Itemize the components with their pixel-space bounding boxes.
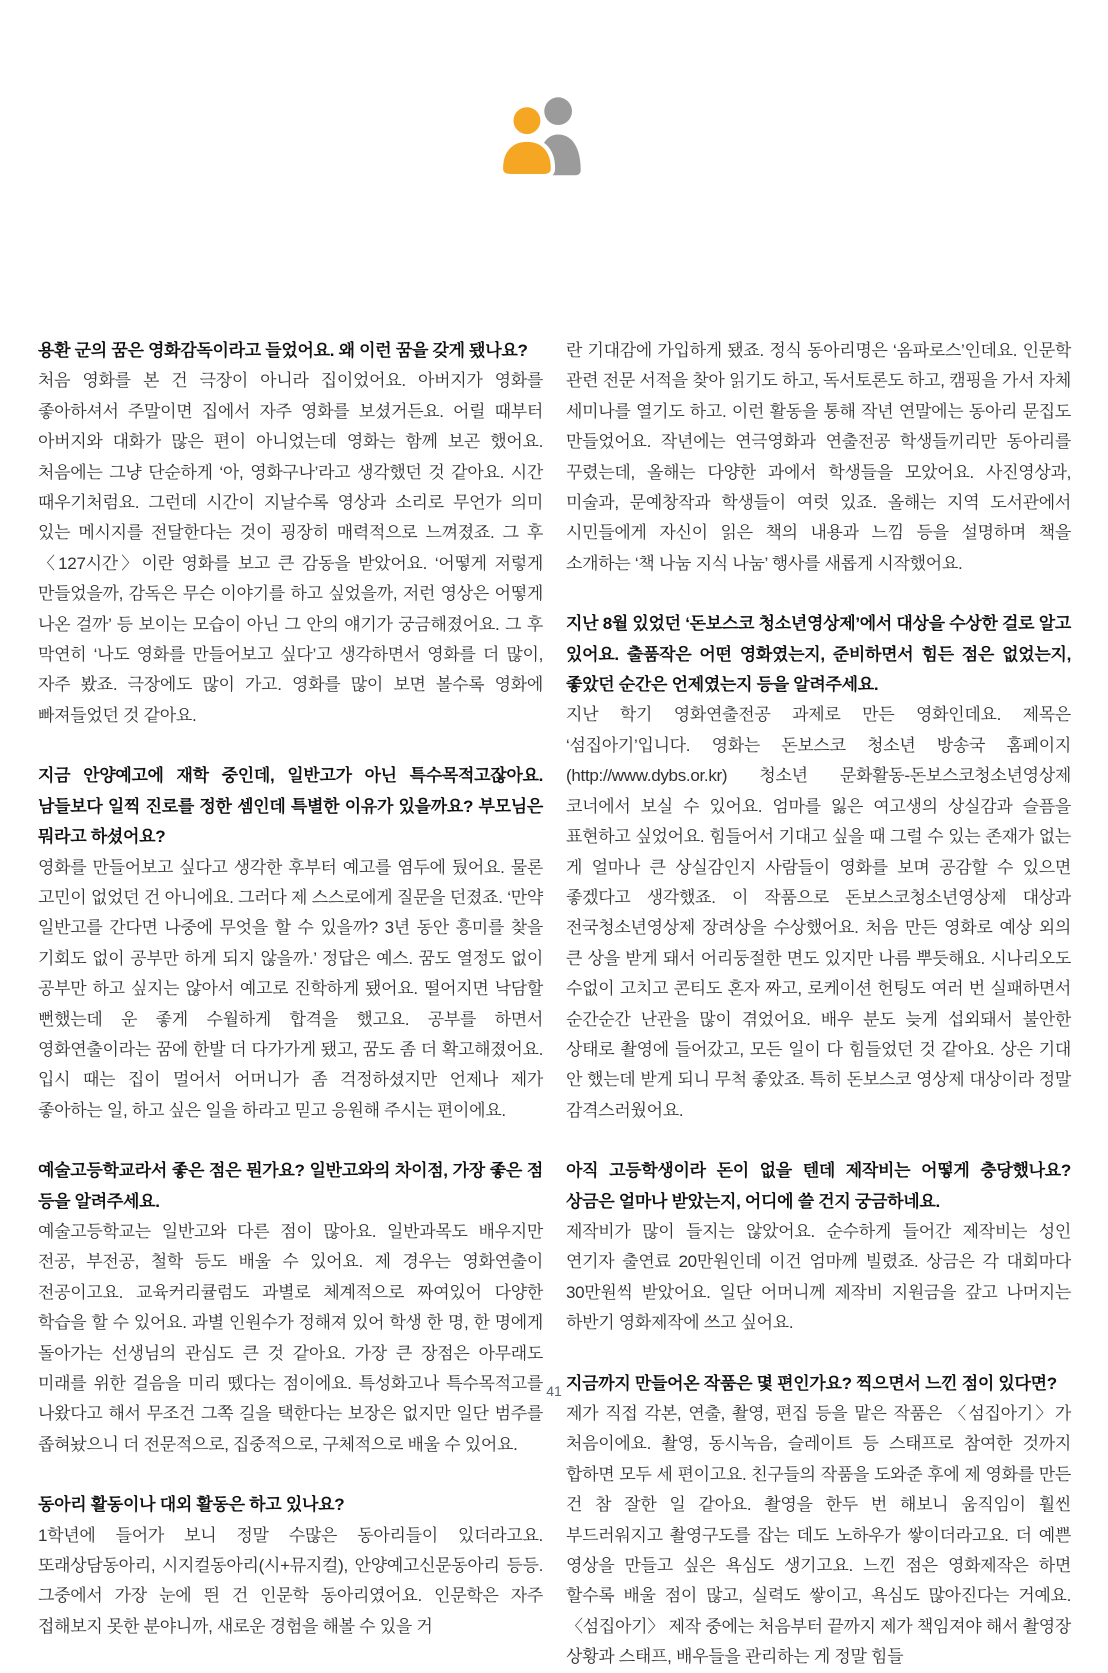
page-footer bbox=[0, 1383, 1108, 1401]
answer-paragraph: 처음 영화를 본 건 극장이 아니라 집이었어요. 아버지가 영화를 좋아하셔서 주말이면 집에서 자주 영화를 보셨거든요. 어릴 때부터 아버지와 대화가 많은 편이 아니었는데 영화는 함께 보곤 했어요. 처음에는 그냥 단순하게 ‘아, 영화구나’라고 생각했던 것 같아요. 시간 때우기처럼요. 그런데 시간이 지날수록 영상과 소리로 무언가 의미 있는 메시지를 전달한다는 것이 굉장히 매력적으로 느껴졌죠. 그 후 〈127시간〉이란 영화를 보고 큰 감동을 받았어요. ‘어떻게 저렇게 만들었을까, 감독은 무슨 이야기를 하고 싶었을까, 저런 영상은 어떻게 나온 걸까’ 등 보이는 모습이 아닌 그 안의 얘기가 궁금해졌어요. 그 후 막연히 ‘나도 영화를 만들어보고 싶다’고 생각하면서 영화를 더 많이, 자주 봤죠. 극장에도 많이 가고. 영화를 많이 보면 볼수록 영화에 빠져들었던 것 같아요. bbox=[38, 371, 543, 725]
question-paragraph: 지금까지 만들어온 작품은 몇 편인가요? 찍으면서 느낀 점이 있다면? bbox=[566, 1373, 1057, 1393]
answer-paragraph: 제작비가 많이 들지는 않았어요. 순수하게 들어간 제작비는 성인 연기자 출연료 20만원인데 이건 엄마께 빌렸죠. 상금은 각 대회마다 30만원씩 받았어요. 일단 어머니께 제작비 지원금을 갚고 나머지는 하반기 영화제작에 쓰고 싶어요. bbox=[566, 1221, 1071, 1333]
question-paragraph: 지난 8월 있었던 ‘돈보스코 청소년영상제’에서 대상을 수상한 걸로 알고 있어요. 출품작은 어떤 영화였는지, 준비하면서 힘든 점은 없었는지, 좋았던 순간은 언제였는지 등을 알려주세요. bbox=[566, 614, 1071, 695]
page-number: 41 bbox=[546, 1383, 562, 1399]
article-body bbox=[38, 336, 1071, 1673]
left-column bbox=[38, 336, 543, 1673]
question-paragraph: 동아리 활동이나 대외 활동은 하고 있나요? bbox=[38, 1495, 345, 1515]
people-icon bbox=[0, 88, 1092, 188]
answer-paragraph: 지난 학기 영화연출전공 과제로 만든 영화인데요. 제목은 ‘섬집아기’입니다. 영화는 돈보스코 청소년 방송국 홈페이지(http://www.dybs.or.kr) 청소년 문화활동-돈보스코청소년영상제 코너에서 보실 수 있어요. 엄마를 잃은 여고생의 상실감과 슬픔을 표현하고 싶었어요. 힘들어서 기대고 싶을 때 그럴 수 있는 존재가 없는 게 얼마나 큰 상실감인지 사람들이 영화를 보며 공감할 수 있으면 좋겠다고 생각했죠. 이 작품으로 돈보스코청소년영상제 대상과 전국청소년영상제 장려상을 수상했어요. 처음 만든 영화로 예상 외의 큰 상을 받게 돼서 어리둥절한 면도 있지만 나름 뿌듯해요. 시나리오도 수없이 고치고 콘티도 혼자 짜고, 로케이션 헌팅도 여러 번 실패하면서 순간순간 난관을 많이 겪었어요. 배우 분도 늦게 섭외돼서 불안한 상태로 촬영에 들어갔고, 모든 일이 다 힘들었던 것 같아요. 상은 기대 안 했는데 받게 되니 무척 좋았죠. 특히 돈보스코 영상제 대상이라 정말 감격스러웠어요. bbox=[566, 705, 1071, 1120]
answer-paragraph: 제가 직접 각본, 연출, 촬영, 편집 등을 맡은 작품은 〈섬집아기〉가 처음이에요. 촬영, 동시녹음, 슬레이트 등 스태프로 참여한 것까지 합하면 모두 세 편이고요. 친구들의 작품을 도와준 후에 제 영화를 만든 건 참 잘한 일 같아요. 촬영을 한두 번 해보니 움직임이 훨씬 부드러워지고 촬영구도를 잡는 데도 노하우가 쌓이더라고요. 더 예쁜 영상을 만들고 싶은 욕심도 생기고요. 느낀 점은 영화제작은 하면 할수록 배울 점이 많고, 실력도 쌓이고, 욕심도 많아진다는 거예요. 〈섬집아기〉 제작 중에는 처음부터 끝까지 제가 책임져야 해서 촬영장 상황과 스태프, 배우들을 관리하는 게 정말 힘들 bbox=[566, 1404, 1071, 1667]
question-paragraph: 예술고등학교라서 좋은 점은 뭔가요? 일반고와의 차이점, 가장 좋은 점 등을 알려주세요. bbox=[38, 1161, 543, 1211]
answer-paragraph: 1학년에 들어가 보니 정말 수많은 동아리들이 있더라고요. 또래상담동아리, 시지컬동아리(시+뮤지컬), 안양예고신문동아리 등등. 그중에서 가장 눈에 띈 건 인문학 동아리였어요. 인문학은 자주 접해보지 못한 분야니까, 새로운 경험을 해볼 수 있을 거 bbox=[38, 1525, 543, 1636]
answer-paragraph: 란 기대감에 가입하게 됐죠. 정식 동아리명은 ‘옴파로스’인데요. 인문학 관련 전문 서적을 찾아 읽기도 하고, 독서토론도 하고, 캠핑을 가서 자체 세미나를 열기도 하고. 이런 활동을 통해 작년 연말에는 동아리 문집도 만들었어요. 작년에는 연극영화과 연출전공 학생들끼리만 동아리를 꾸렸는데, 올해는 다양한 과에서 학생들을 모았어요. 사진영상과, 미술과, 문예창작과 학생들이 여럿 있죠. 올해는 지역 도서관에서 시민들에게 자신이 읽은 책의 내용과 느낌 등을 설명하며 책을 소개하는 ‘책 나눔 지식 나눔’ 행사를 새롭게 시작했어요. bbox=[566, 341, 1071, 573]
question-paragraph: 아직 고등학생이라 돈이 없을 텐데 제작비는 어떻게 충당했나요? 상금은 얼마나 받았는지, 어디에 쓸 건지 궁금하네요. bbox=[566, 1161, 1071, 1211]
answer-paragraph: 영화를 만들어보고 싶다고 생각한 후부터 예고를 염두에 뒀어요. 물론 고민이 없었던 건 아니에요. 그러다 제 스스로에게 질문을 던졌죠. ‘만약 일반고를 간다면 나중에 무엇을 할 수 있을까? 3년 동안 흥미를 찾을 기회도 없이 공부만 하게 되지 않을까.’ 정답은 예스. 꿈도 열정도 없이 공부만 하고 싶지는 않아서 예고로 진학하게 됐어요. 떨어지면 낙담할 뻔했는데 운 좋게 수월하게 합격을 했고요. 공부를 하면서 영화연출이라는 꿈에 한발 더 다가가게 됐고, 꿈도 좀 더 확고해졌어요. 입시 때는 집이 멀어서 어머니가 좀 걱정하셨지만 언제나 제가 좋아하는 일, 하고 싶은 일을 하라고 믿고 응원해 주시는 편이에요. bbox=[38, 857, 543, 1120]
answer-paragraph: 예술고등학교는 일반고와 다른 점이 많아요. 일반과목도 배우지만 전공, 부전공, 철학 등도 배울 수 있어요. 제 경우는 영화연출이 전공이고요. 교육커리큘럼도 과별로 체계적으로 짜여있어 다양한 학습을 할 수 있어요. 과별 인원수가 정해져 있어 학생 한 명, 한 명에게 돌아가는 선생님의 관심도 큰 것 같아요. 가장 큰 장점은 아무래도 미래를 위한 걸음을 미리 뗐다는 점이에요. 특성화고나 특수목적고를 나왔다고 해서 무조건 그쪽 길을 택한다는 보장은 없지만 일단 범주를 좁혀놨으니 더 전문적으로, 집중적으로, 구체적으로 배울 수 있어요. bbox=[38, 1221, 543, 1454]
right-column bbox=[566, 336, 1071, 1673]
question-paragraph: 용환 군의 꿈은 영화감독이라고 들었어요. 왜 이런 꿈을 갖게 됐나요? bbox=[38, 341, 528, 360]
question-paragraph: 지금 안양예고에 재학 중인데, 일반고가 아닌 특수목적고잖아요. 남들보다 일찍 진로를 정한 셈인데 특별한 이유가 있을까요? 부모님은 뭐라고 하셨어요? bbox=[38, 766, 543, 847]
